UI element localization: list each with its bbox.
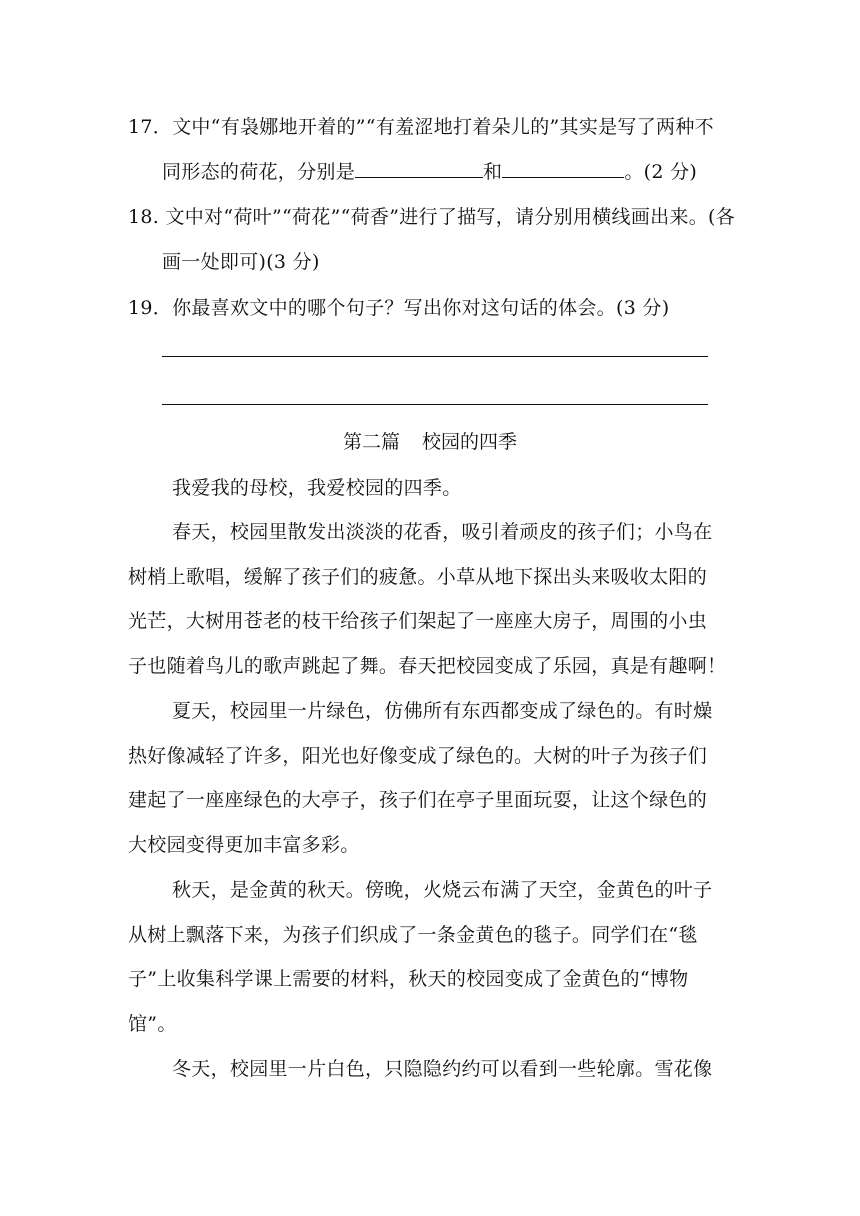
question-17-text-b: 和 xyxy=(483,161,503,183)
article-line-11: 从树上飘落下来，为孩子们织成了一条金黄色的毯子。同学们在“毯 xyxy=(128,924,698,946)
article-line-13: 馆”。 xyxy=(128,1013,177,1035)
article-line-9: 大校园变得更加丰富多彩。 xyxy=(128,834,360,856)
article-line-7: 热好像减轻了许多，阳光也好像变成了绿色的。大树的叶子为孩子们 xyxy=(128,745,708,767)
article-line-6: 夏天，校园里一片绿色，仿佛所有东西都变成了绿色的。有时燥 xyxy=(172,700,713,722)
answer-blank-1[interactable] xyxy=(355,159,483,178)
question-17-line-1: 17．文中“有袅娜地开着的”“有羞涩地打着朵儿的”其实是写了两种不 xyxy=(128,116,714,138)
answer-line-2[interactable] xyxy=(162,404,708,405)
article-title xyxy=(0,428,860,456)
article-line-2: 春天，校园里散发出淡淡的花香，吸引着顽皮的孩子们；小鸟在 xyxy=(172,521,713,543)
question-19-line-1: 19．你最喜欢文中的哪个句子？写出你对这句话的体会。(3 分) xyxy=(128,297,670,319)
article-title-number: 第二篇 xyxy=(342,431,400,453)
article-line-12: 子”上收集科学课上需要的材料，秋天的校园变成了金黄色的“博物 xyxy=(128,968,689,990)
answer-blank-2[interactable] xyxy=(502,159,624,178)
article-line-8: 建起了一座座绿色的大亭子，孩子们在亭子里面玩耍，让这个绿色的 xyxy=(128,789,708,811)
article-line-4: 光芒，大树用苍老的枝干给孩子们架起了一座座大房子，周围的小虫 xyxy=(128,610,708,632)
answer-line-1[interactable] xyxy=(162,356,708,357)
question-18-line-2: 画一处即可)(3 分) xyxy=(162,251,320,273)
question-17-text-c: 。(2 分) xyxy=(624,161,698,183)
question-18-line-1: 18. 文中对“荷叶”“荷花”“荷香”进行了描写，请分别用横线画出来。(各 xyxy=(128,206,736,228)
article-title-text: 校园的四季 xyxy=(422,431,518,453)
article-line-14: 冬天，校园里一片白色，只隐隐约约可以看到一些轮廓。雪花像 xyxy=(172,1058,713,1080)
article-line-3: 树梢上歌唱，缓解了孩子们的疲惫。小草从地下探出头来吸收太阳的 xyxy=(128,566,708,588)
article-line-5: 子也随着鸟儿的歌声跳起了舞。春天把校园变成了乐园，真是有趣啊！ xyxy=(128,655,727,677)
question-17-text-a: 同形态的荷花，分别是 xyxy=(162,161,356,183)
article-line-10: 秋天，是金黄的秋天。傍晚，火烧云布满了天空，金黄色的叶子 xyxy=(172,879,713,901)
question-17-line-2 xyxy=(162,158,697,186)
article-line-1: 我爱我的母校，我爱校园的四季。 xyxy=(172,477,462,499)
